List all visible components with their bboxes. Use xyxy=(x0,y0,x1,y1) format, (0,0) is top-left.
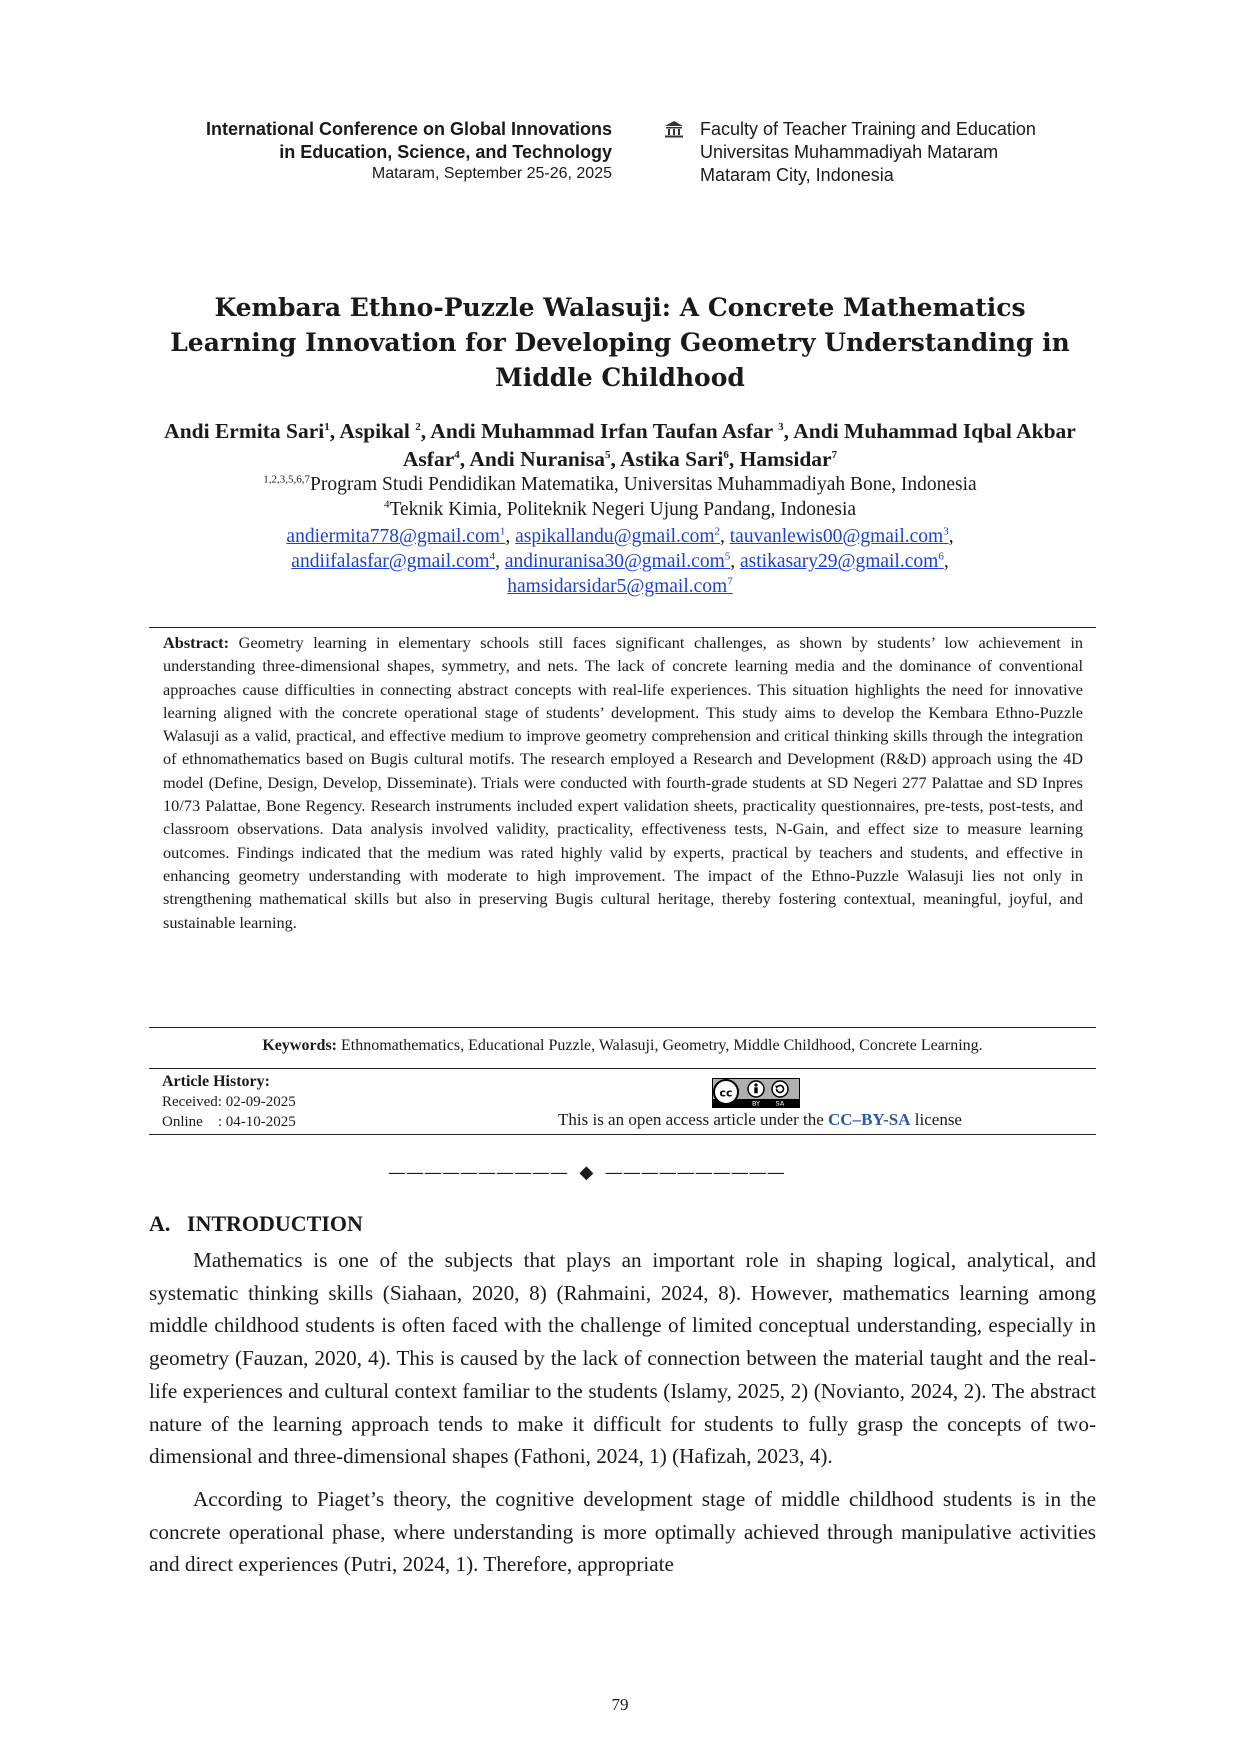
conference-name-line2: in Education, Science, and Technology xyxy=(279,142,612,162)
license-prefix: This is an open access article under the xyxy=(558,1110,829,1129)
history-label: Article History: xyxy=(162,1073,270,1090)
institution-info xyxy=(700,118,1036,187)
institution-faculty: Faculty of Teacher Training and Education xyxy=(700,119,1036,139)
affiliation-list xyxy=(150,472,1090,522)
email-link[interactable]: andiifalasfar@gmail.com$^4$ xyxy=(291,550,496,572)
author-name: Hamsidar xyxy=(739,447,832,471)
conference-info xyxy=(206,118,612,184)
cc-by-sa-badge-icon[interactable] xyxy=(712,1078,800,1108)
affiliation-sup: 1,2,3,5,6,7 xyxy=(263,473,311,486)
conference-header xyxy=(0,118,1240,198)
author-name: Astika Sari xyxy=(620,447,724,471)
author-sup: 5 xyxy=(604,448,611,461)
abstract xyxy=(163,631,1083,934)
badge-sa-text: SA xyxy=(775,1099,785,1108)
email-link[interactable]: astikasary29@gmail.com$^6$ xyxy=(740,550,944,572)
body-paragraph: According to Piaget’s theory, the cognitive development stage of middle childhood students is in the concrete operational phase, where understanding is more optimally achieved through manipulative activities and direct experiences (Putri, 2024, 1). Therefore, appropriate xyxy=(149,1486,1096,1577)
email-link[interactable]: andinuranisa30@gmail.com$^5$ xyxy=(504,550,731,572)
abstract-top-rule xyxy=(149,627,1096,628)
affiliation-sup: 4 xyxy=(383,498,390,511)
license-suffix: license xyxy=(910,1110,962,1129)
section-title: INTRODUCTION xyxy=(186,1211,363,1236)
affiliation-item xyxy=(150,472,1090,497)
paper-title: Kembara Ethno-Puzzle Walasuji: A Concrete Mathematics Learning Innovation for Developing Geometry Understanding in Middle Childhood xyxy=(170,293,1070,392)
section-number: A. xyxy=(149,1211,171,1236)
article-history xyxy=(162,1072,296,1132)
keywords-label: Keywords: xyxy=(262,1037,337,1054)
conference-name-line1: International Conference on Global Innovations xyxy=(205,119,612,139)
author-sup: 2 xyxy=(415,420,421,433)
author-sup: 1 xyxy=(324,420,330,433)
author-sup: 6 xyxy=(723,448,729,461)
abstract-text: Geometry learning in elementary schools still faces significant challenges, as shown by students’ low achievement in understanding three-dimensional shapes, symmetry, and nets. The lack of concrete learning media and the dominance of conventional approaches cause difficulties in connecting abstract concepts with real-life experiences. This situation highlights the need for innovative learning aligned with the concrete operational stage of students’ development. This study aims to develop the Kembara Ethno-Puzzle Walasuji as a valid, practical, and effective medium to improve geometry comprehension and critical thinking skills through the integration of ethnomathematics based on Bugis cultural motifs. The research employed a Research and Development (R&D) approach using the 4D model (Define, Design, Develop, Disseminate). Trials were conducted with fourth-grade students at SD Negeri 277 Palattae and SD Inpres 10/73 Palattae, Bone Regency. Research instruments included expert validation sheets, practicality questionnaires, pre-tests, post-tests, and classroom observations. Data analysis involved validity, practicality, effectiveness tests, N-Gain, and effect size to measure learning outcomes. Findings indicated that the medium was rated highly valid by experts, practical by teachers and students, and effective in enhancing geometry understanding with moderate to high improvement. The impact of the Ethno-Puzzle Walasuji lies not only in strengthening mathematical skills but also in preserving Bugis cultural heritage, thereby fostering contextual, meaningful, joyful, and sustainable learning. xyxy=(163,633,1083,932)
email-link[interactable]: aspikallandu@gmail.com$^2$ xyxy=(515,525,720,547)
institution-university: Universitas Muhammadiyah Mataram xyxy=(700,142,999,162)
email-link[interactable]: andiermita778@gmail.com$^1$ xyxy=(286,525,506,547)
author-name: Aspikal xyxy=(339,419,416,443)
author-name: Andi Muhammad Irfan Taufan Asfar xyxy=(430,419,779,443)
institution-building-icon xyxy=(664,120,684,138)
abstract-label: Abstract: xyxy=(163,633,230,652)
history-online: Online : 04-10-2025 xyxy=(162,1114,296,1130)
badge-by-text: BY xyxy=(751,1099,761,1108)
history-top-rule xyxy=(149,1068,1096,1069)
body-paragraph: Mathematics is one of the subjects that plays an important role in shaping logical, analytical, and systematic thinking skills (Siahaan, 2020, 8) (Rahmaini, 2024, 8). However, mathematics learning among middle childhood students is often faced with the challenge of limited conceptual understanding, especially in geometry (Fauzan, 2020, 4). This is caused by the lack of connection between the material taught and the real-life experiences and cultural context familiar to the students (Islamy, 2025, 2) (Novianto, 2024, 2). The abstract nature of the learning approach tends to make it difficult for students to fully grasp the concepts of two-dimensional and three-dimensional shapes (Fathoni, 2024, 1) (Hafizah, 2023, 4). xyxy=(149,1248,1096,1469)
section-heading xyxy=(149,1211,363,1237)
email-list: andiermita778@gmail.com$^1$, aspikallandu@gmail.com$^2$, tauvanlewis00@gmail.com$^3$, andiifalasfar@gmail.com$^4$, andinuranisa30@gmail.com$^5$, astikasary29@gmail.com$^6$, hamsidarsidar5@gmail.com$^7$ xyxy=(286,525,954,597)
affiliation-text: Program Studi Pendidikan Matematika, Universitas Muhammadiyah Bone, Indonesia xyxy=(310,474,977,495)
affiliation-text: Teknik Kimia, Politeknik Negeri Ujung Pandang, Indonesia xyxy=(389,499,857,520)
conference-date: Mataram, September 25-26, 2025 xyxy=(371,165,612,182)
author-sup: 7 xyxy=(831,448,838,461)
email-link[interactable]: tauvanlewis00@gmail.com$^3$ xyxy=(729,525,949,547)
author-sup: 4 xyxy=(454,448,460,461)
author-name: Andi Ermita Sari xyxy=(164,419,325,443)
license-link[interactable]: CC–BY-SA xyxy=(828,1110,911,1129)
email-link[interactable]: hamsidarsidar5@gmail.com$^7$ xyxy=(507,575,733,597)
svg-text:cc: cc xyxy=(719,1086,733,1100)
keywords xyxy=(149,1037,1096,1055)
affiliation-item xyxy=(150,497,1090,522)
keywords-top-rule xyxy=(149,1027,1096,1028)
keywords-text: Ethnomathematics, Educational Puzzle, Walasuji, Geometry, Middle Childhood, Concrete Learning. xyxy=(341,1037,983,1054)
section-divider: —————————— ◆ —————————— xyxy=(388,1162,785,1183)
author-sup: 3 xyxy=(778,420,784,433)
author-name: Andi Nuranisa xyxy=(469,447,605,471)
history-bottom-rule xyxy=(149,1134,1096,1135)
page-number: 79 xyxy=(611,1695,629,1714)
institution-city: Mataram City, Indonesia xyxy=(700,165,894,185)
author-name: Andi Muhammad Iqbal Akbar Asfar xyxy=(402,419,1076,471)
license-statement xyxy=(400,1110,1120,1130)
author-list: Andi Ermita Sari$^1$, Aspikal $^2$, Andi Muhammad Irfan Taufan Asfar $^3$, Andi Muhammad Iqbal Akbar Asfar$^4$, Andi Nuranisa$^5$, Astika Sari$^6$, Hamsidar$^7$ xyxy=(164,419,1076,471)
introduction-body xyxy=(149,1244,1096,1591)
history-received: Received: 02-09-2025 xyxy=(162,1094,296,1110)
